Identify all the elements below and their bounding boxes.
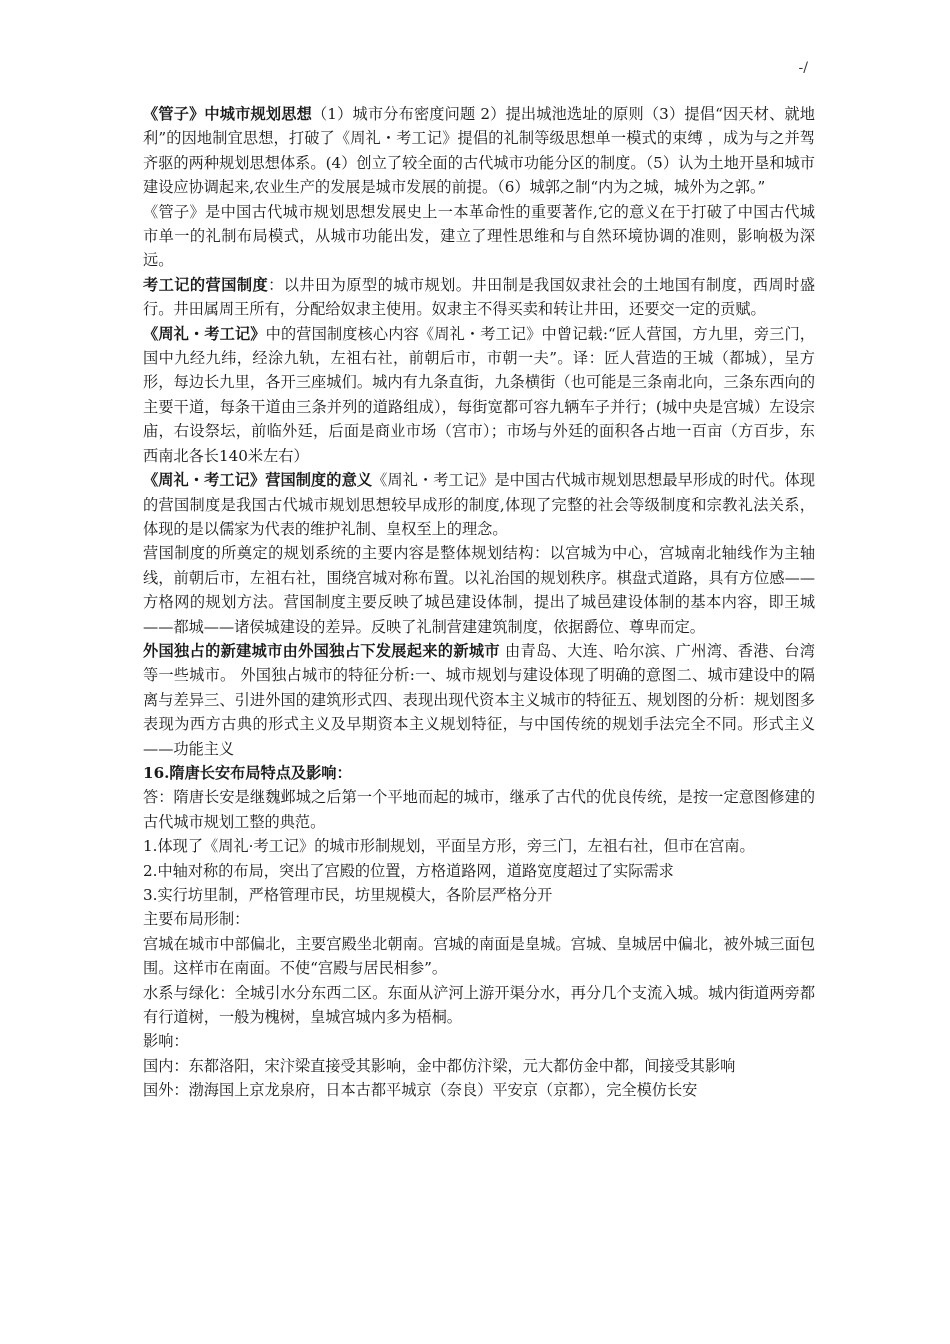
body-text: （1）城市分布密度问题 2）提出城池选址的原则（3）提倡“因天材、就地利”的因地制宜思想，打破了《周礼・考工记》提倡的礼制等级思想单一模式的束缚 ，成为与之并驾齐驱的两种规划思想体系。(4）创立了较全面的古代城市功能分区的制度。（5）认为土地开垦和城市建设应协调起来,农业生产的发展是城市发展的前提。（6）城郭之制“内为之城，城外为之郭。” — [143, 105, 815, 197]
page-marker: -/ — [798, 60, 808, 76]
body-text: 3.实行坊里制，严格管理市民，坊里规模大，各阶层严格分开 — [143, 886, 553, 904]
body-text: 中的营国制度核心内容《周礼・考工记》中曾记载:“匠人营国，方九里，旁三门，国中九经九纬，经涂九轨，左祖右社，前朝后市，市朝一夫”。译：匠人营造的王城（都城），呈方形，每边长九里，各开三座城们。城内有九条直街，九条横街（也可能是三条南北向，三条东西向的主要干道，每条干道由三条并列的道路组成），每街宽都可容九辆车子并行；(城中央是宫城）左设宗庙，右设祭坛，前临外廷，后面是商业市场（宫市）；市场与外廷的面积各占地一百亩（方百步，东西南北各长140米左右） — [143, 324, 815, 465]
body-text: ：以井田为原型的城市规划。井田制是我国奴隶社会的土地国有制度，西周时盛行。井田属周王所有，分配给奴隶主使用。奴隶主不得买卖和转让井田，还要交一定的贡赋。 — [143, 275, 816, 319]
list-item-3 — [143, 883, 815, 907]
heading-zhouli-significance: 《周礼・考工记》营国制度的意义 — [143, 471, 373, 490]
paragraph-layout-label — [143, 907, 815, 931]
body-text: 水系与绿化：全城引水分东西二区。东面从浐河上游开渠分水，再分几个支流入城。城内街道两旁都有行道树，一般为槐树，皇城宫城内多为梧桐。 — [143, 983, 815, 1027]
body-text: 答：隋唐长安是继魏邺城之后第一个平地而起的城市，继承了古代的优良传统，是按一定意图修建的古代城市规划工整的典范。 — [143, 788, 815, 831]
paragraph-domestic-influence — [143, 1054, 815, 1078]
paragraph-answer — [143, 785, 815, 834]
paragraph-water-greening — [143, 981, 815, 1030]
body-text: 《周礼・考工记》是中国古代城市规划思想最早形成的时代。体现的营国制度是我国古代城市规划思想较早成形的制度,体现了完整的社会等级制度和宗教礼法关系，体现的是以儒家为代表的维护礼制、皇权至上的理念。 — [143, 471, 816, 538]
body-text: 影响： — [143, 1032, 189, 1051]
paragraph-foreign-influence — [143, 1078, 815, 1102]
heading-kaogongji: 考工记的营国制度 — [143, 275, 269, 294]
body-text: 2.中轴对称的布局，突出了宫殿的位置，方格道路网，道路宽度超过了实际需求 — [143, 861, 674, 880]
paragraph-guanzi-planning — [143, 102, 815, 200]
body-text: 由青岛、大连、哈尔滨、广州湾、香港、台湾等一些城市。 外国独占城市的特征分析:一、城市规划与建设体现了明确的意图二、城市建设中的隔离与差异三、引进外国的建筑形式四、表现出现代资本主义城市的特征五、规划图的分析：规划图多表现为西方古典的形式主义及早期资本主义规划特征，与中国传统的规划手法完全不同。形式主义——功能主义 — [143, 641, 815, 758]
heading-question-16: 16.隋唐长安布局特点及影响： — [143, 763, 352, 782]
body-text: 《管子》是中国古代城市规划思想发展史上一本革命性的重要著作,它的意义在于打破了中国古代城市单一的礼制布局模式，从城市功能出发，建立了理性思维和与自然环境协调的准则，影响极为深远。 — [143, 202, 815, 270]
paragraph-zhouli-core — [143, 322, 815, 468]
body-text: 国外：渤海国上京龙泉府，日本古都平城京（奈良）平安京（京都），完全模仿长安 — [143, 1081, 698, 1100]
document-body — [143, 102, 815, 1103]
heading-guanzi: 《管子》中城市规划思想 — [143, 105, 312, 123]
paragraph-palace-layout — [143, 932, 815, 981]
list-item-1 — [143, 834, 815, 858]
body-text: 1.体现了《周礼·考工记》的城市形制规划，平面呈方形，旁三门，左祖右社，但市在宫南。 — [143, 837, 755, 856]
body-text: 国内：东都洛阳，宋汴梁直接受其影响，金中都仿汴梁，元大都仿金中都，间接受其影响 — [143, 1056, 736, 1075]
body-text: 宫城在城市中部偏北，主要宫殿坐北朝南。宫城的南面是皇城。宫城、皇城居中偏北，被外城三面包围。这样市在南面。不使“宫殿与居民相参”。 — [143, 934, 815, 978]
heading-zhouli: 《周礼・考工记》 — [143, 324, 266, 343]
paragraph-yingguo-system — [143, 541, 815, 639]
paragraph-question-16 — [143, 761, 815, 785]
body-text: 主要布局形制： — [143, 910, 250, 929]
paragraph-influence-label — [143, 1029, 815, 1053]
body-text: 营国制度的所奠定的规划系统的主要内容是整体规划结构：以宫城为中心，宫城南北轴线作为主轴线，前朝后市，左祖右社，围绕宫城对称布置。以礼治国的规划秩序。棋盘式道路，具有方位感——方格网的规划方法。营国制度主要反映了城邑建设体制，提出了城邑建设体制的基本内容，即王城——都城——诸侯城建设的差异。反映了礼制营建建筑制度，依据爵位、尊卑而定。 — [143, 544, 815, 636]
paragraph-kaogongji-yingguo — [143, 273, 815, 322]
list-item-2 — [143, 859, 815, 883]
heading-foreign-cities: 外国独占的新建城市由外国独占下发展起来的新城市 — [143, 641, 500, 660]
paragraph-guanzi-significance — [143, 200, 815, 273]
paragraph-foreign-cities — [143, 639, 815, 761]
paragraph-zhouli-significance — [143, 468, 815, 541]
